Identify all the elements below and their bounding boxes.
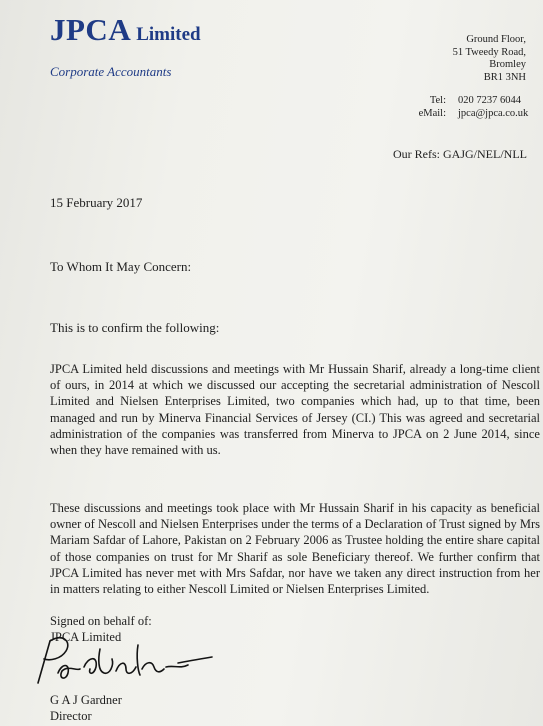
logo-suffix-text: Limited [136,24,201,45]
signer-block [50,692,122,724]
signed-on-behalf-label: Signed on behalf of: [50,614,152,628]
company-tagline: Corporate Accountants [50,64,172,79]
signer-title: Director [50,709,92,723]
handwritten-signature [28,629,218,691]
body-paragraph-2: These discussions and meetings took place with Mr Hussain Sharif in his capacity as beneficial owner of Nescoll and Nielsen Enterprises under the terms of a Declaration of Trust signed by Mrs Mariam Safdar of Lahore, Pakistan on 2 February 2006 as Trustee holding the entire share capital of those companies on trust for Mr Sharif as sole Beneficiary thereof. We further confirm that JPCA Limited has never met with Mrs Safdar, nor have we taken any direct instruction from her in matters relating to either Nescoll Limited or Nielsen Enterprises Limited. [50,501,540,597]
tel-value: 020 7237 6044 [458,95,521,106]
tel-row [406,95,528,108]
address-line: Ground Floor, [466,34,526,45]
email-label: eMail: [418,107,446,119]
email-row [406,108,528,121]
email-value: jpca@jpca.co.uk [458,107,529,119]
letter-date: 15 February 2017 [50,195,143,210]
signing-company: JPCA Limited [50,630,122,644]
address-line: 51 Tweedy Road, [452,46,526,58]
body-paragraph-1: JPCA Limited held discussions and meetings with Mr Hussain Sharif, already a long-time client of ours, in 2014 at which we discussed our accepting the secretarial administration of Nescoll Limited and Nielsen Enterprises Limited, two companies which had, up to that time, been managed and run by Minerva Financial Services of Jersey (CI.) This was agreed and secretarial administration of the companies was transferred from Minerva to JPCA on 2 June 2014, since when they have remained with us. [50,362,540,458]
company-address [453,34,526,84]
salutation: To Whom It May Concern: [50,259,192,274]
intro-line: This is to confirm the following: [50,320,220,335]
company-logo [50,12,201,48]
signer-name: G A J Gardner [50,693,122,707]
address-line: Bromley [489,59,526,70]
contact-details [406,95,528,120]
address-line: BR1 3NH [483,71,526,83]
tel-label: Tel: [429,95,446,106]
logo-main-text: JPCA [50,12,132,47]
our-refs: Our Refs: GAJG/NEL/NLL [393,147,527,161]
